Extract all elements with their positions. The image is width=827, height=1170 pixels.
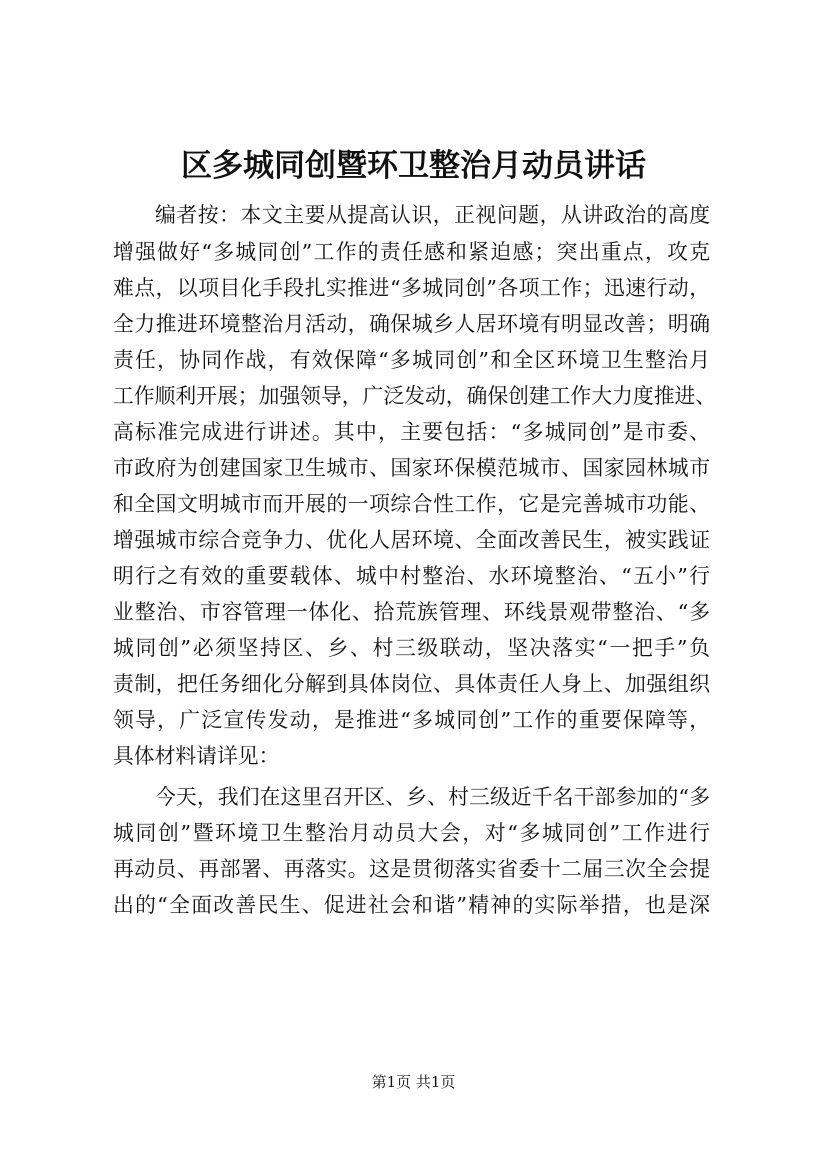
paragraph-line: 市政府为创建国家卫生城市、国家环保模范城市、国家园林城市 [113,456,710,480]
paragraph-line: 和全国文明城市而开展的一项综合性工作，它是完善城市功能、 [113,492,710,516]
paragraph-line: 领导，广泛宣传发动，是推进“多城同创”工作的重要保障等， [113,708,710,732]
paragraph-line: 业整治、市容管理一体化、拾荒族管理、环线景观带整治、“多 [113,600,710,624]
page-footer: 第1页 共1页 [371,1073,456,1091]
paragraph-line: 难点，以项目化手段扎实推进“多城同创”各项工作；迅速行动， [113,276,710,300]
paragraph-line: 今天，我们在这里召开区、乡、村三级近千名干部参加的“多 [155,785,710,809]
paragraph-line: 城同创”暨环境卫生整治月动员大会，对“多城同创”工作进行 [113,821,710,845]
paragraph-line: 增强城市综合竞争力、优化人居环境、全面改善民生，被实践证 [113,528,710,552]
paragraph-line: 全力推进环境整治月活动，确保城乡人居环境有明显改善；明确 [113,312,710,336]
paragraph-line: 增强做好“多城同创”工作的责任感和紧迫感；突出重点，攻克 [113,240,710,264]
paragraph-line: 责制，把任务细化分解到具体岗位、具体责任人身上、加强组织 [113,672,710,696]
paragraph-line: 明行之有效的重要载体、城中村整治、水环境整治、“五小”行 [113,564,710,588]
paragraph-line: 编者按：本文主要从提高认识，正视问题，从讲政治的高度 [155,203,710,227]
paragraph-line: 出的“全面改善民生、促进社会和谐”精神的实际举措，也是深 [113,893,710,917]
paragraph-line: 责任，协同作战，有效保障“多城同创”和全区环境卫生整治月 [113,348,710,372]
paragraph-line: 城同创”必须坚持区、乡、村三级联动，坚决落实“一把手”负 [113,636,710,660]
document-title: 区多城同创暨环卫整治月动员讲话 [181,148,646,184]
paragraph-line: 具体材料请详见： [113,744,280,768]
paragraph-line: 工作顺利开展；加强领导，广泛发动，确保创建工作大力度推进、 [113,384,717,408]
paragraph-line: 再动员、再部署、再落实。这是贯彻落实省委十二届三次全会提 [113,857,710,881]
paragraph-line: 高标准完成进行讲述。其中，主要包括：“多城同创”是市委、 [113,420,710,444]
